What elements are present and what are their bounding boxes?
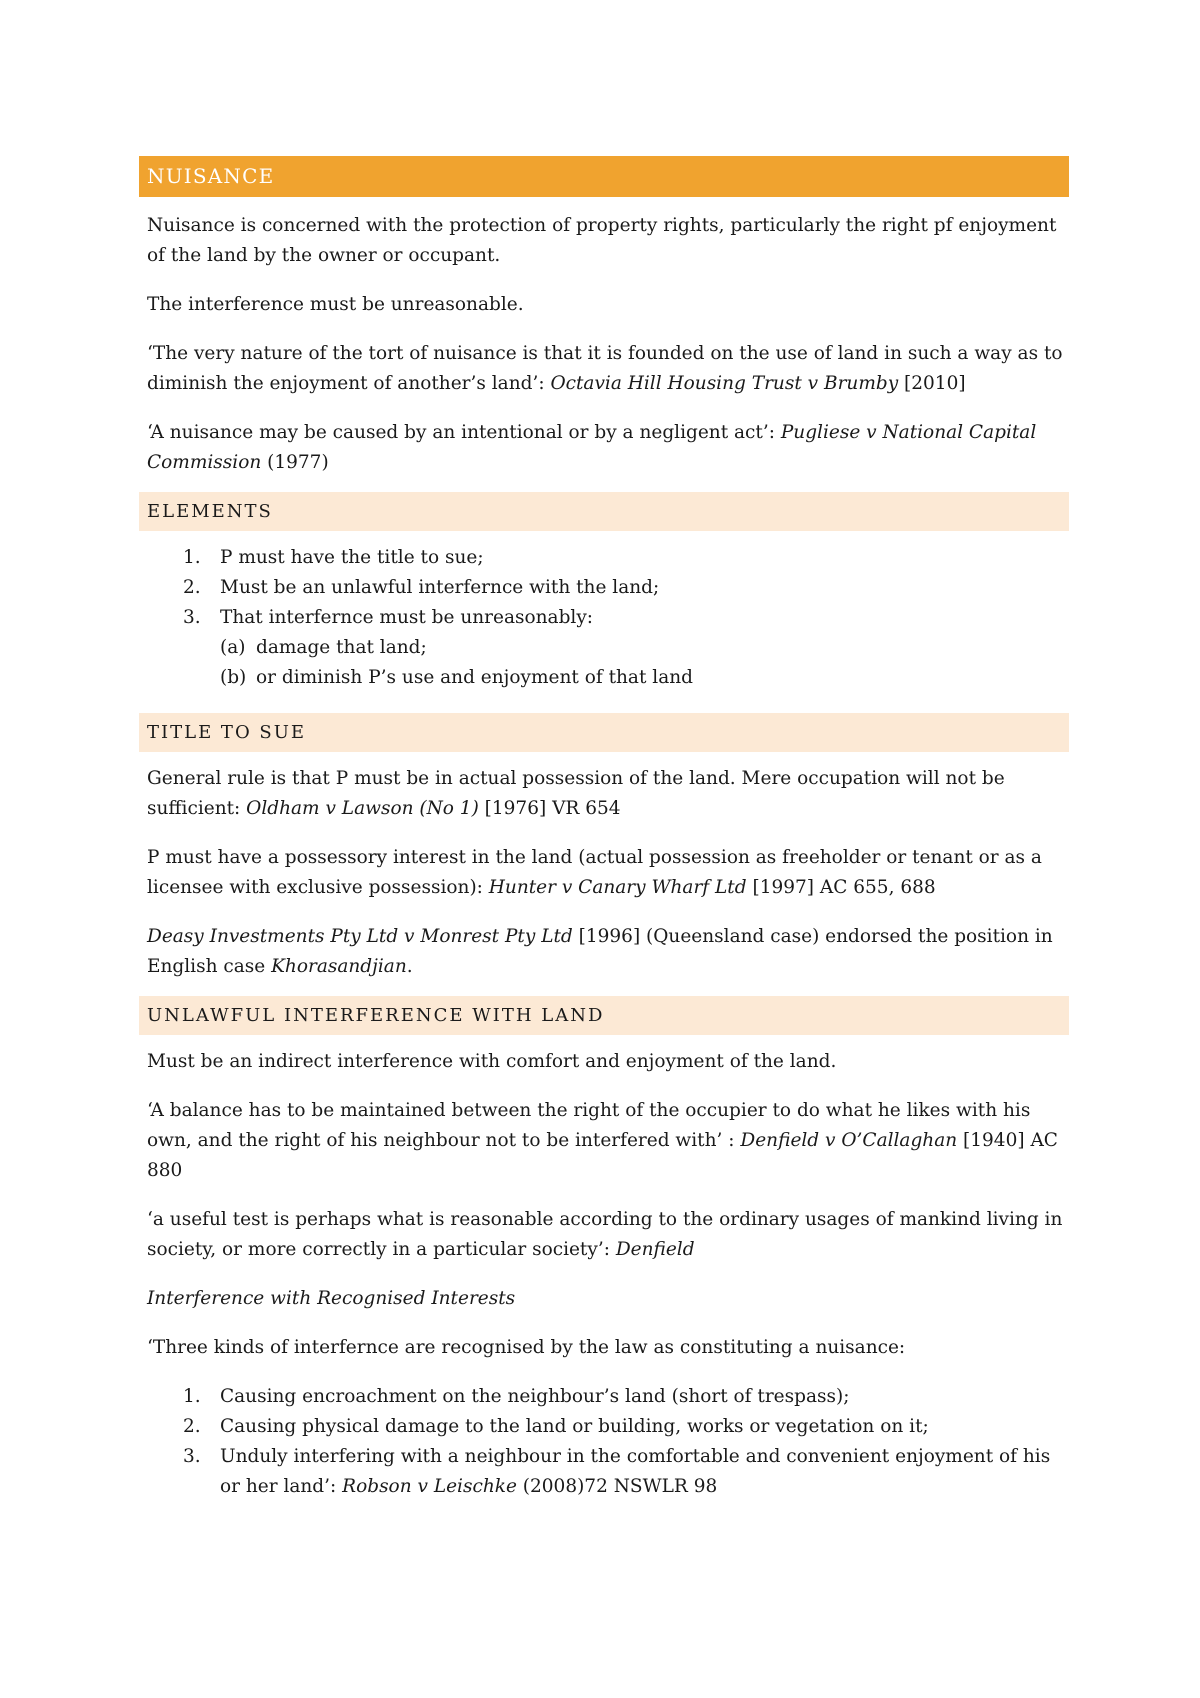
list-item [147, 573, 1069, 603]
body-text: [1996] (Queensland case) endorsed the position in English case [147, 926, 1053, 977]
unlawful-paragraph-1: Must be an indirect interference with comfort and enjoyment of the land. [147, 1051, 837, 1072]
list-text: That interfernce must be unreasonably: [220, 607, 594, 628]
heading-nuisance: NUISANCE [139, 156, 1069, 197]
case-name: Pugliese v National Capital Commission [147, 422, 1037, 473]
list-item [147, 1382, 1069, 1412]
citation: (2008)72 NSWLR 98 [516, 1476, 718, 1497]
list-number: 2. [183, 1416, 201, 1437]
list-text: Causing physical damage to the land or building, works or vegetation on it; [220, 1416, 929, 1437]
subheading-recognised-interests: Interference with Recognised Interests [147, 1288, 516, 1309]
citation: [1976] VR 654 [478, 798, 621, 819]
sublist-letter: (b) [220, 667, 247, 688]
quote-text: ‘A balance has to be maintained between the right of the occupier to do what he likes with his own, and the right of his neighbour not to be interfered with’ : [147, 1100, 1031, 1151]
elements-list [147, 543, 1069, 693]
quote-text: ‘A nuisance may be caused by an intentional or by a negligent act’: [147, 422, 781, 443]
document-content [139, 156, 1069, 1522]
title-paragraph-1 [147, 764, 1069, 824]
case-name: Deasy Investments Pty Ltd v Monrest Pty Ltd [147, 926, 573, 947]
sublist-letter: (a) [220, 637, 246, 658]
nuisance-paragraph-3 [147, 339, 1069, 399]
citation: (1977) [261, 452, 329, 473]
title-paragraph-2 [147, 843, 1069, 903]
case-name: Hunter v Canary Wharf Ltd [488, 877, 747, 898]
nuisance-paragraph-4 [147, 418, 1069, 478]
sublist-text: damage that land; [256, 637, 427, 658]
list-number: 2. [183, 577, 201, 598]
quote-text: ‘The very nature of the tort of nuisance is that it is founded on the use of land in such a way as to diminish the enjoyment of another’s land’: [147, 343, 1063, 394]
title-paragraph-3 [147, 922, 1069, 982]
list-item [147, 603, 1069, 693]
list-number: 1. [183, 547, 201, 568]
unlawful-paragraph-4: ‘Three kinds of interfernce are recognised by the law as constituting a nuisance: [147, 1337, 906, 1358]
citation: [1997] AC 655, 688 [746, 877, 936, 898]
heading-elements: ELEMENTS [139, 492, 1069, 531]
elements-sublist [220, 633, 1069, 693]
body-text: . [406, 956, 413, 977]
list-text: Must be an unlawful interfernce with the land; [220, 577, 660, 598]
case-name: Denfield [615, 1239, 695, 1260]
nuisance-paragraph-2: The interference must be unreasonable. [147, 294, 524, 315]
sublist-item [220, 663, 1069, 693]
body-text: P must have a possessory interest in the land (actual possession as freeholder or tenant or as a licensee with exclusive possession): [147, 847, 1042, 898]
list-number: 3. [183, 1446, 201, 1467]
unlawful-paragraph-2 [147, 1096, 1069, 1186]
list-number: 1. [183, 1386, 201, 1407]
list-text: Unduly interfering with a neighbour in the comfortable and convenient enjoyment of his or her land’: [220, 1446, 1051, 1497]
case-name: Denfield v O’Callaghan [740, 1130, 958, 1151]
citation: [2010] [898, 373, 966, 394]
list-text: P must have the title to sue; [220, 547, 484, 568]
sublist-item [220, 633, 1069, 663]
sublist-text: or diminish P’s use and enjoyment of that land [256, 667, 693, 688]
list-number: 3. [183, 607, 201, 628]
nuisance-paragraph-1: Nuisance is concerned with the protection of property rights, particularly the right pf enjoyment of the land by the owner or occupant. [147, 215, 1057, 266]
unlawful-paragraph-3 [147, 1205, 1069, 1265]
list-item [147, 1442, 1069, 1502]
list-item [147, 543, 1069, 573]
case-name: Robson v Leischke [342, 1476, 517, 1497]
heading-title-to-sue: TITLE TO SUE [139, 713, 1069, 752]
quote-text: ‘a useful test is perhaps what is reasonable according to the ordinary usages of mankind living in society, or more correctly in a particular society’: [147, 1209, 1063, 1260]
case-name: Oldham v Lawson (No 1) [246, 798, 479, 819]
list-text: Causing encroachment on the neighbour’s land (short of trespass); [220, 1386, 850, 1407]
citation: [1940] AC 880 [147, 1130, 1058, 1181]
case-name: Octavia Hill Housing Trust v Brumby [550, 373, 899, 394]
list-item [147, 1412, 1069, 1442]
case-name: Khorasandjian [271, 956, 407, 977]
body-text: General rule is that P must be in actual possession of the land. Mere occupation will not be sufficient: [147, 768, 1005, 819]
interference-kinds-list [147, 1382, 1069, 1502]
heading-unlawful-interference: UNLAWFUL INTERFERENCE WITH LAND [139, 996, 1069, 1035]
